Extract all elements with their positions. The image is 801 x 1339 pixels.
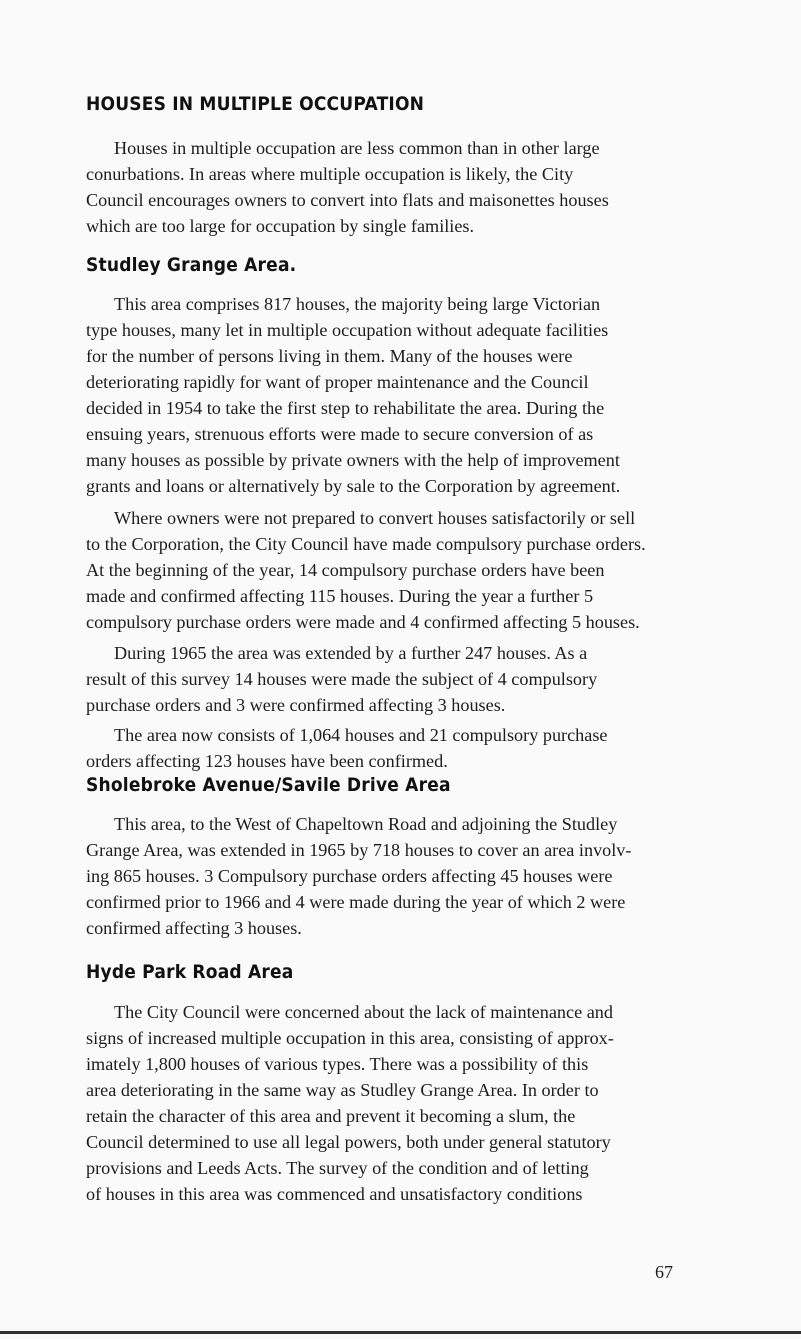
text-line: for the number of persons living in them. Many of the houses were — [86, 346, 573, 366]
paragraph — [86, 291, 731, 499]
page-number: 67 — [655, 1262, 673, 1282]
text-line: grants and loans or alternatively by sale to the Corporation by agreement. — [86, 476, 621, 496]
text-line: The City Council were concerned about the lack of maintenance and — [114, 1002, 613, 1022]
text-line: compulsory purchase orders were made and 4 confirmed affecting 5 houses. — [86, 612, 640, 632]
text-line: confirmed prior to 1966 and 4 were made during the year of which 2 were — [86, 892, 626, 912]
section-heading-sholebroke-avenue: Sholebroke Avenue/Savile Drive Area — [86, 774, 451, 796]
page-title: HOUSES IN MULTIPLE OCCUPATION — [86, 93, 425, 115]
text-line: deteriorating rapidly for want of proper maintenance and the Council — [86, 372, 589, 392]
text-line: ensuing years, strenuous efforts were made to secure conversion of as — [86, 424, 594, 444]
section-heading-studley-grange: Studley Grange Area. — [86, 254, 297, 276]
text-line: This area comprises 817 houses, the majority being large Victorian — [114, 294, 601, 314]
text-line: signs of increased multiple occupation in this area, consisting of approx- — [86, 1028, 614, 1048]
text-line: retain the character of this area and prevent it becoming a slum, the — [86, 1106, 576, 1126]
paragraph — [86, 640, 731, 718]
text-line: ing 865 houses. 3 Compulsory purchase orders affecting 45 houses were — [86, 866, 613, 886]
text-line: orders affecting 123 houses have been confirmed. — [86, 751, 448, 771]
text-line: which are too large for occupation by single families. — [86, 216, 475, 236]
text-line: many houses as possible by private owners with the help of improvement — [86, 450, 620, 470]
text-line: Grange Area, was extended in 1965 by 718 houses to cover an area involv- — [86, 840, 632, 860]
text-line: Where owners were not prepared to convert houses satisfactorily or sell — [114, 508, 636, 528]
text-line: confirmed affecting 3 houses. — [86, 918, 302, 938]
paragraph — [86, 811, 731, 941]
paragraph — [86, 505, 731, 635]
text-line: Houses in multiple occupation are less common than in other large — [114, 138, 600, 158]
text-line: decided in 1954 to take the first step to rehabilitate the area. During the — [86, 398, 605, 418]
text-line: area deteriorating in the same way as Studley Grange Area. In order to — [86, 1080, 599, 1100]
text-line: Council encourages owners to convert into flats and maisonettes houses — [86, 190, 609, 210]
text-line: imately 1,800 houses of various types. There was a possibility of this — [86, 1054, 589, 1074]
text-line: Council determined to use all legal powers, both under general statutory — [86, 1132, 611, 1152]
text-line: of houses in this area was commenced and unsatisfactory conditions — [86, 1184, 583, 1204]
text-line: provisions and Leeds Acts. The survey of the condition and of letting — [86, 1158, 589, 1178]
page-edge-rule — [0, 1331, 801, 1334]
text-line: type houses, many let in multiple occupation without adequate facilities — [86, 320, 609, 340]
paragraph — [86, 722, 731, 774]
text-line: During 1965 the area was extended by a further 247 houses. As a — [114, 643, 588, 663]
text-line: At the beginning of the year, 14 compulsory purchase orders have been — [86, 560, 605, 580]
text-line: purchase orders and 3 were confirmed affecting 3 houses. — [86, 695, 506, 715]
section-heading-hyde-park-road: Hyde Park Road Area — [86, 961, 294, 983]
text-line: The area now consists of 1,064 houses and 21 compulsory purchase — [114, 725, 608, 745]
text-line: to the Corporation, the City Council have made compulsory purchase orders. — [86, 534, 646, 554]
text-line: This area, to the West of Chapeltown Road and adjoining the Studley — [114, 814, 618, 834]
paragraph — [86, 999, 731, 1207]
text-line: made and confirmed affecting 115 houses. During the year a further 5 — [86, 586, 594, 606]
intro-paragraph — [86, 135, 731, 239]
text-line: result of this survey 14 houses were made the subject of 4 compulsory — [86, 669, 598, 689]
text-line: conurbations. In areas where multiple occupation is likely, the City — [86, 164, 574, 184]
